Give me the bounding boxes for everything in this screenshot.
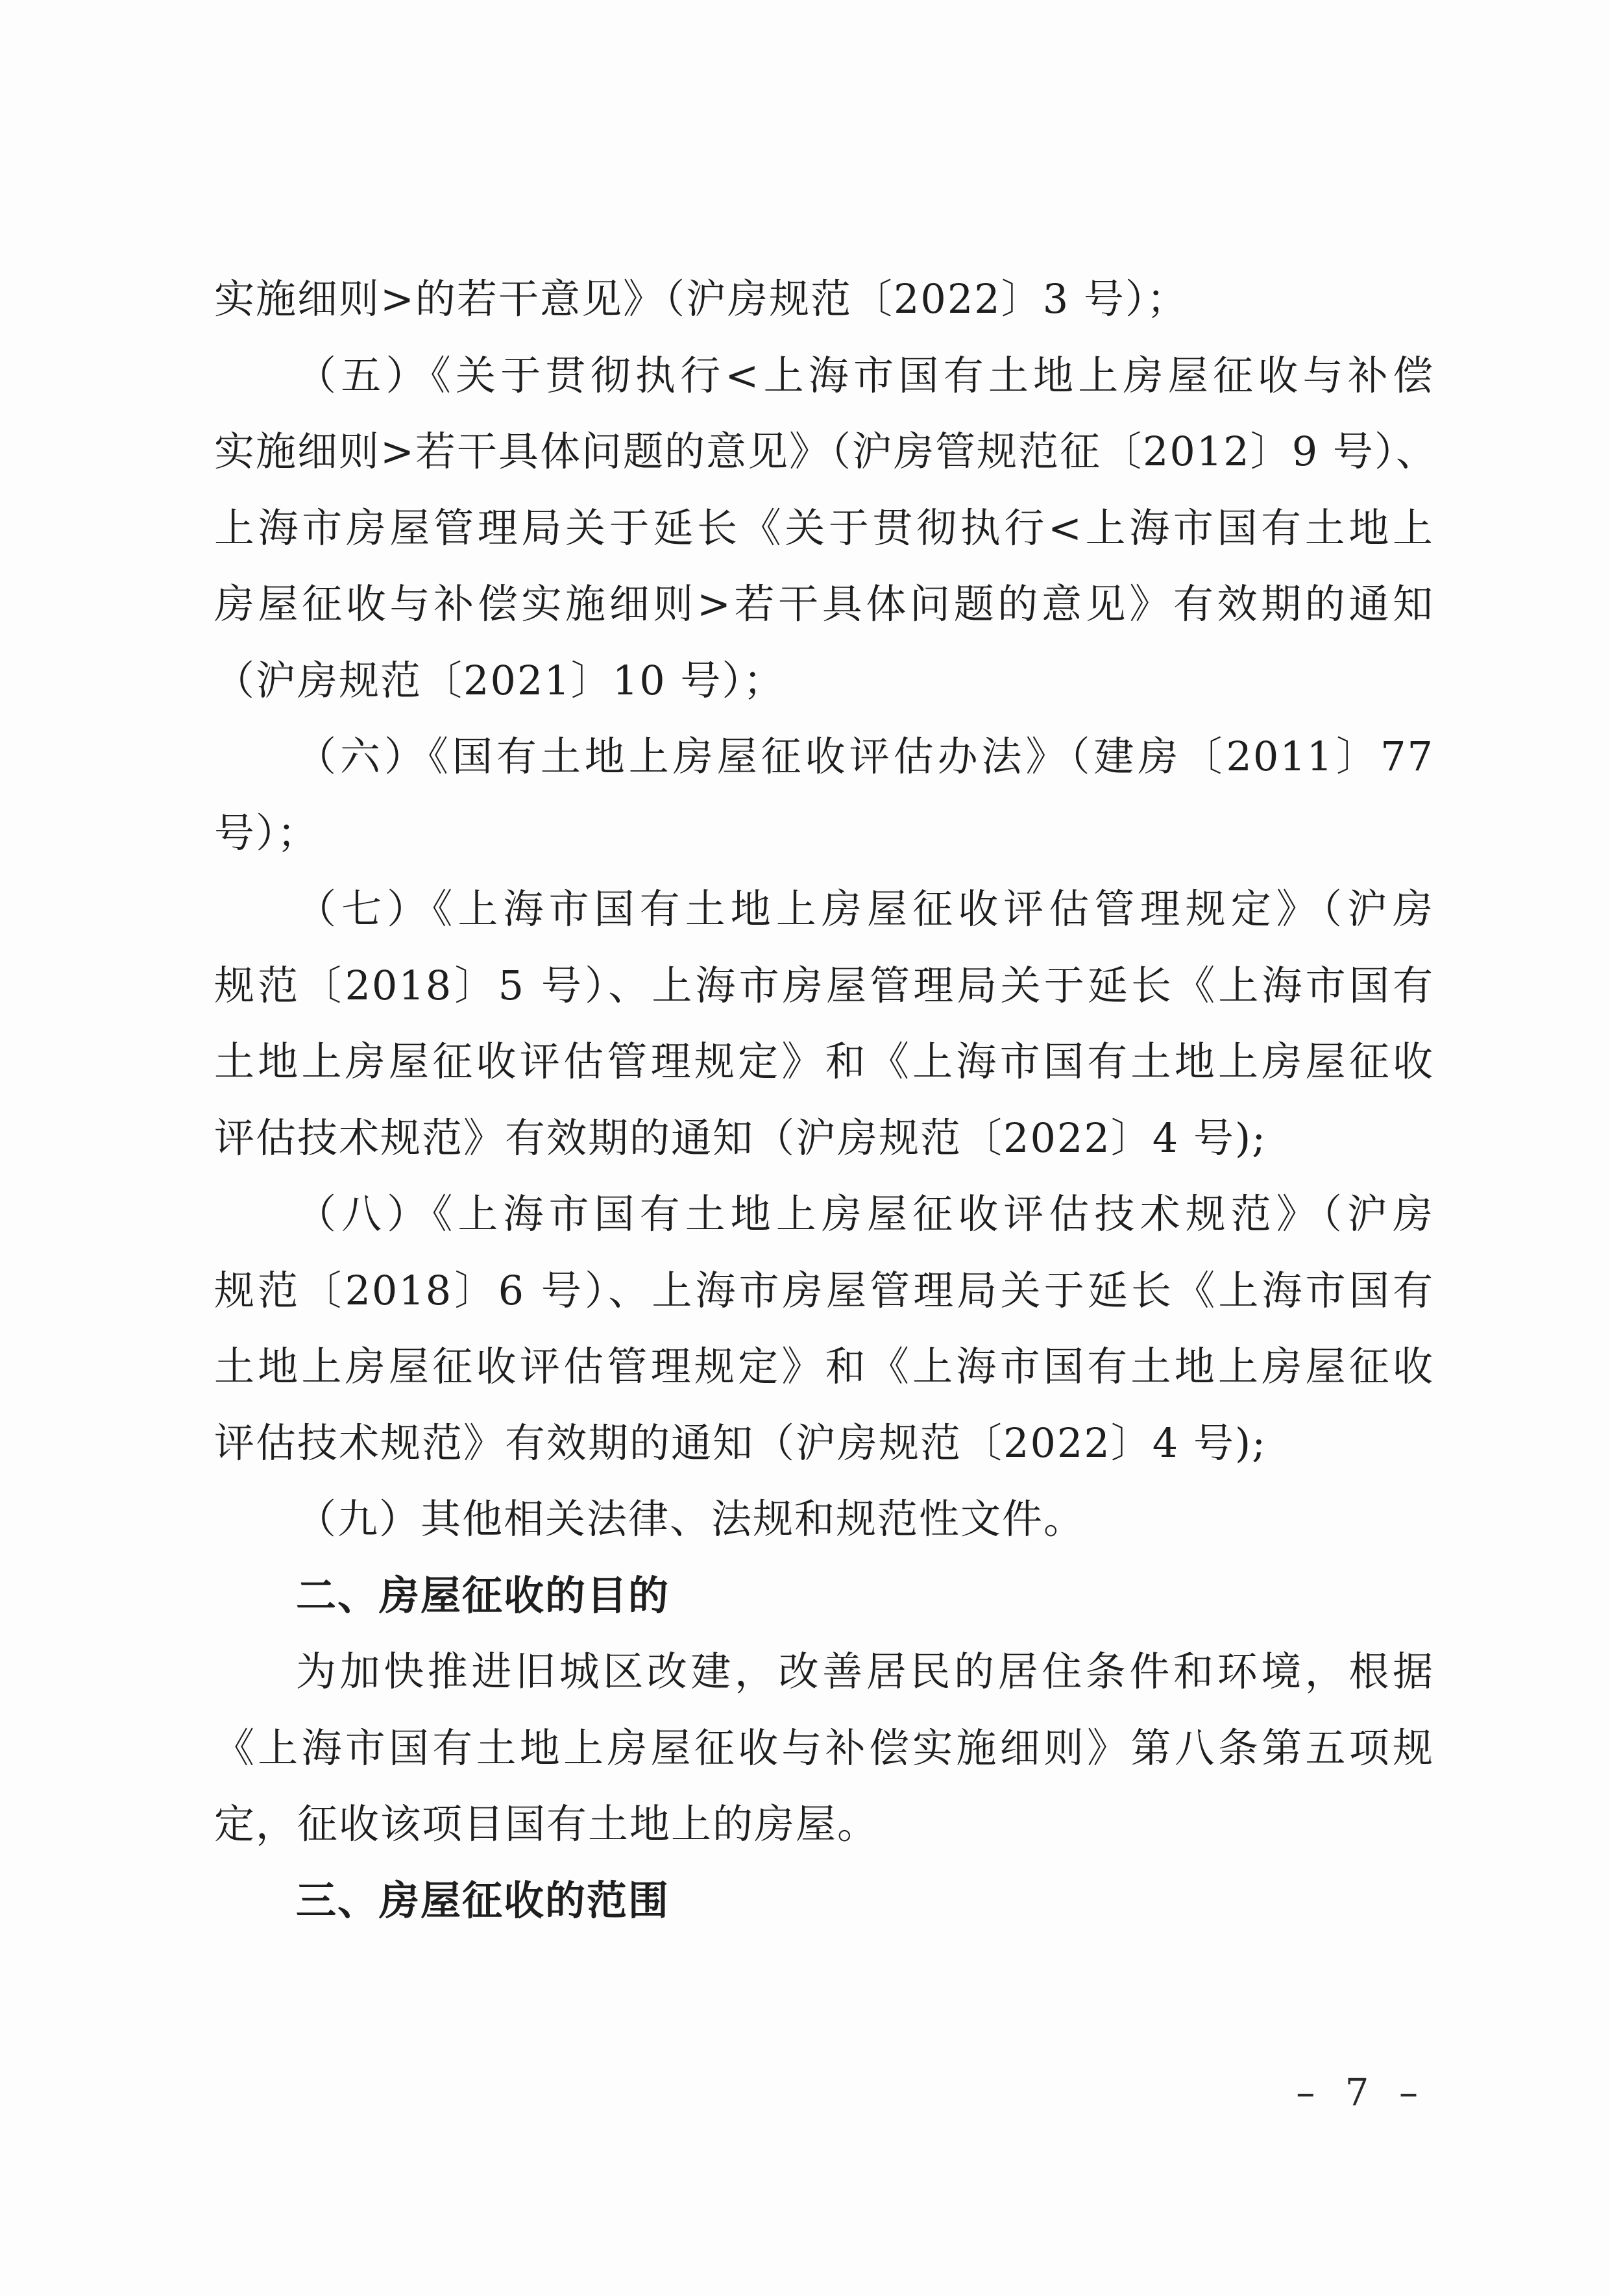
text-line: （六）《国有土地上房屋征收评估办法》（建房〔2011〕77 [296,733,1434,780]
text-line: （八）《上海市国有土地上房屋征收评估技术规范》（沪房 [296,1190,1434,1238]
text-line: （七）《上海市国有土地上房屋征收评估管理规定》（沪房 [296,885,1434,933]
text-line: 房屋征收与补偿实施细则>若干具体问题的意见》有效期的通知 [214,580,1434,628]
text-line: 号）； [214,809,319,857]
text-line: 土地上房屋征收评估管理规定》和《上海市国有土地上房屋征收 [214,1343,1434,1390]
text-line: 《上海市国有土地上房屋征收与补偿实施细则》第八条第五项规 [214,1724,1434,1772]
text-line: 定，征收该项目国有土地上的房屋。 [214,1800,879,1848]
text-line: 评估技术规范》有效期的通知（沪房规范〔2022〕4 号); [214,1419,1267,1467]
text-line: （沪房规范〔2021〕10 号）； [214,656,785,704]
section-heading: 三、房屋征收的范围 [296,1876,670,1924]
text-line: 实施细则>的若干意见》（沪房规范〔2022〕3 号）； [214,275,1188,323]
text-line: 上海市房屋管理局关于延长《关于贯彻执行<上海市国有土地上 [214,504,1434,552]
section-heading: 二、房屋征收的目的 [296,1571,670,1619]
text-line: 实施细则>若干具体问题的意见》（沪房管规范征〔2012〕9 号）、 [214,428,1437,475]
text-line: 为加快推进旧城区改建，改善居民的居住条件和环境，根据 [296,1648,1434,1695]
text-line: 规范〔2018〕5 号）、上海市房屋管理局关于延长《上海市国有 [214,961,1434,1009]
text-line: （五）《关于贯彻执行<上海市国有土地上房屋征收与补偿 [296,351,1434,399]
document-body [214,261,1437,1938]
text-line: 评估技术规范》有效期的通知（沪房规范〔2022〕4 号); [214,1114,1267,1162]
text-line: 规范〔2018〕6 号）、上海市房屋管理局关于延长《上海市国有 [214,1266,1434,1314]
page-number: – 7 – [1296,2070,1427,2114]
text-line: （九）其他相关法律、法规和规范性文件。 [296,1495,1086,1543]
text-line: 土地上房屋征收评估管理规定》和《上海市国有土地上房屋征收 [214,1038,1434,1085]
